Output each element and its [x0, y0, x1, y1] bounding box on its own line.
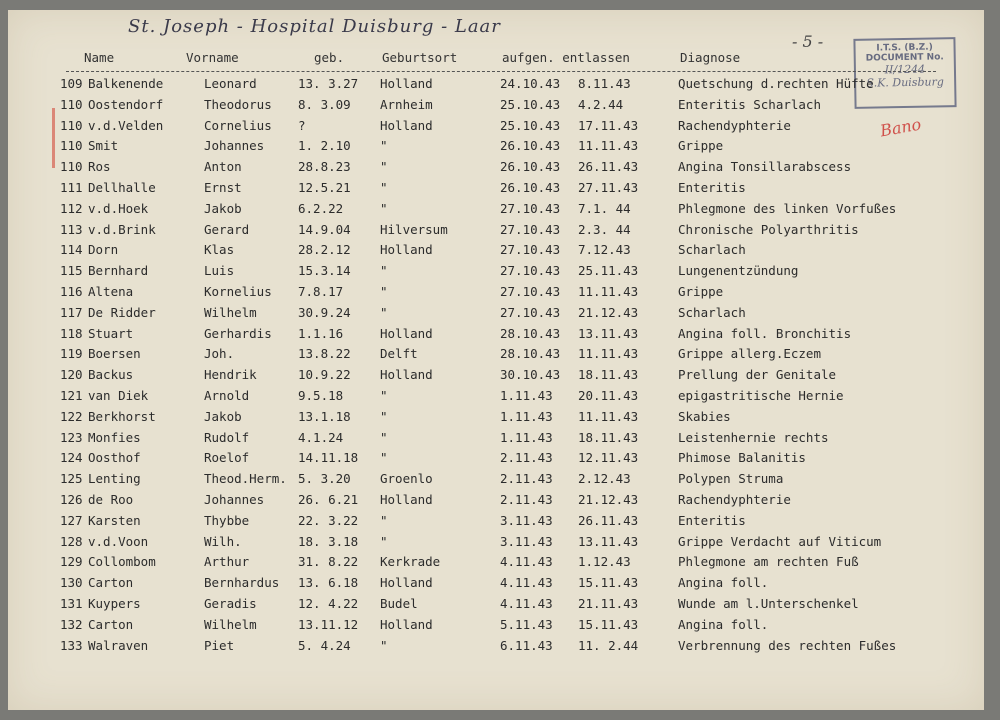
- birth-date: 31. 8.22: [298, 554, 359, 570]
- diagnosis: Phlegmone am rechten Fuß: [678, 554, 859, 570]
- table-row: [8, 492, 984, 512]
- row-number: 109: [60, 76, 83, 91]
- admitted-date: 2.11.43: [500, 492, 553, 507]
- birth-place: ": [380, 450, 388, 466]
- patient-name: v.d.Hoek: [88, 200, 149, 216]
- admitted-date: 2.11.43: [500, 471, 553, 487]
- patient-vorname: Gerard: [204, 221, 250, 237]
- birth-place: Holland: [380, 367, 433, 383]
- patient-vorname: Bernhardus: [204, 575, 280, 591]
- birth-date: 13. 6.18: [298, 575, 359, 591]
- admitted-date: 26.10.43: [500, 180, 561, 195]
- birth-date: 5. 4.24: [298, 637, 351, 653]
- admitted-date: 25.10.43: [500, 117, 561, 133]
- admitted-date: 4.11.43: [500, 596, 553, 611]
- patient-vorname: Ernst: [204, 180, 242, 195]
- table-row: [8, 138, 984, 158]
- row-number: 110: [60, 96, 83, 112]
- discharged-date: 13.11.43: [578, 325, 639, 341]
- row-number: 131: [60, 596, 83, 611]
- patient-vorname: Theod.Herm.: [204, 471, 287, 487]
- discharged-date: 2.12.43: [578, 471, 631, 487]
- birth-place: ": [380, 512, 388, 528]
- patient-name: Walraven: [88, 637, 149, 653]
- patient-vorname: Jakob: [204, 200, 242, 216]
- table-row: [8, 180, 984, 200]
- table-row: [8, 596, 984, 616]
- birth-date: 9.5.18: [298, 388, 344, 403]
- patient-name: Carton: [88, 616, 134, 632]
- patient-name: Carton: [88, 575, 134, 591]
- patient-name: Oostendorf: [88, 96, 164, 112]
- birth-place: ": [380, 388, 388, 403]
- patient-name: Backus: [88, 367, 134, 383]
- admitted-date: 3.11.43: [500, 533, 553, 549]
- patient-name: Monfies: [88, 429, 141, 445]
- admitted-date: 30.10.43: [500, 367, 561, 383]
- patient-vorname: Roelof: [204, 450, 250, 466]
- row-number: 124: [60, 450, 83, 466]
- discharged-date: 27.11.43: [578, 180, 639, 195]
- discharged-date: 7.12.43: [578, 242, 631, 258]
- admitted-date: 5.11.43: [500, 616, 553, 632]
- row-number: 129: [60, 554, 83, 570]
- diagnosis: Grippe: [678, 284, 724, 299]
- diagnosis: Angina foll.: [678, 575, 769, 591]
- birth-date: 28.8.23: [298, 159, 351, 175]
- row-number: 110: [60, 117, 83, 133]
- table-row: [8, 326, 984, 346]
- patient-name: Altena: [88, 284, 134, 299]
- birth-date: 14.9.04: [298, 221, 351, 237]
- birth-date: 15.3.14: [298, 263, 351, 279]
- patient-name: v.d.Velden: [88, 117, 164, 133]
- discharged-date: 12.11.43: [578, 450, 639, 466]
- discharged-date: 11.11.43: [578, 284, 639, 299]
- handwritten-hospital-title: St. Joseph - Hospital Duisburg - Laar: [128, 16, 501, 37]
- patient-name: Balkenende: [88, 76, 164, 91]
- table-row: [8, 159, 984, 179]
- admitted-date: 1.11.43: [500, 429, 553, 445]
- row-number: 114: [60, 242, 83, 258]
- admitted-date: 26.10.43: [500, 138, 561, 154]
- header-vorname: Vorname: [186, 50, 239, 65]
- birth-date: 7.8.17: [298, 284, 344, 299]
- page-number: - 5 -: [792, 32, 824, 51]
- discharged-date: 25.11.43: [578, 263, 639, 279]
- table-row: [8, 346, 984, 366]
- discharged-date: 7.1. 44: [578, 200, 631, 216]
- table-row: [8, 617, 984, 637]
- patient-vorname: Kornelius: [204, 284, 272, 299]
- birth-date: 12.5.21: [298, 180, 351, 195]
- row-number: 125: [60, 471, 83, 487]
- birth-place: Holland: [380, 616, 433, 632]
- patient-name: De Ridder: [88, 304, 156, 320]
- row-number: 117: [60, 304, 83, 320]
- table-row: [8, 367, 984, 387]
- table-row: [8, 97, 984, 117]
- birth-date: 12. 4.22: [298, 596, 359, 611]
- row-number: 123: [60, 429, 83, 445]
- admitted-date: 25.10.43: [500, 96, 561, 112]
- discharged-date: 21.12.43: [578, 492, 639, 507]
- patient-name: v.d.Brink: [88, 221, 156, 237]
- table-row: [8, 284, 984, 304]
- birth-date: 26. 6.21: [298, 492, 359, 507]
- discharged-date: 11.11.43: [578, 346, 639, 362]
- admitted-date: 28.10.43: [500, 325, 561, 341]
- birth-date: 13. 3.27: [298, 76, 359, 91]
- birth-place: Hilversum: [380, 221, 448, 237]
- patient-name: Oosthof: [88, 450, 141, 466]
- birth-date: 6.2.22: [298, 200, 344, 216]
- birth-date: 4.1.24: [298, 429, 344, 445]
- patient-vorname: Luis: [204, 263, 235, 279]
- discharged-date: 18.11.43: [578, 367, 639, 383]
- birth-date: 5. 3.20: [298, 471, 351, 487]
- birth-place: Holland: [380, 76, 433, 91]
- row-number: 112: [60, 200, 83, 216]
- patient-vorname: Klas: [204, 242, 235, 258]
- birth-place: ": [380, 304, 388, 320]
- birth-date: 10.9.22: [298, 367, 351, 383]
- discharged-date: 26.11.43: [578, 512, 639, 528]
- patient-vorname: Rudolf: [204, 429, 250, 445]
- stamp-location: S.K. Duisburg: [866, 75, 944, 90]
- birth-place: Holland: [380, 492, 433, 507]
- admitted-date: 2.11.43: [500, 450, 553, 466]
- birth-date: 28.2.12: [298, 242, 351, 258]
- diagnosis: Polypen Struma: [678, 471, 784, 487]
- row-number: 133: [60, 637, 83, 653]
- table-row: [8, 388, 984, 408]
- birth-date: 13.11.12: [298, 616, 359, 632]
- stamp-line-2: DOCUMENT No.: [865, 52, 944, 64]
- patient-name: Ros: [88, 159, 111, 175]
- row-number: 132: [60, 616, 83, 632]
- diagnosis: Prellung der Genitale: [678, 367, 837, 383]
- diagnosis: epigastritische Hernie: [678, 388, 844, 403]
- row-number: 128: [60, 533, 83, 549]
- patient-vorname: Wilhelm: [204, 616, 257, 632]
- birth-place: ": [380, 429, 388, 445]
- patient-vorname: Anton: [204, 159, 242, 175]
- birth-date: 14.11.18: [298, 450, 359, 466]
- table-row: [8, 263, 984, 283]
- patient-vorname: Hendrik: [204, 367, 257, 383]
- birth-place: Holland: [380, 325, 433, 341]
- admitted-date: 27.10.43: [500, 263, 561, 279]
- table-row: [8, 242, 984, 262]
- patient-vorname: Cornelius: [204, 117, 272, 133]
- discharged-date: 13.11.43: [578, 533, 639, 549]
- diagnosis: Grippe: [678, 138, 724, 154]
- header-divider: [66, 71, 936, 72]
- discharged-date: 8.11.43: [578, 76, 631, 91]
- admitted-date: 4.11.43: [500, 575, 553, 591]
- diagnosis: Wunde am l.Unterschenkel: [678, 596, 859, 611]
- birth-place: ": [380, 408, 388, 424]
- row-number: 113: [60, 221, 83, 237]
- row-number: 120: [60, 367, 83, 383]
- patient-name: Lenting: [88, 471, 141, 487]
- table-row: [8, 409, 984, 429]
- row-number: 118: [60, 325, 83, 341]
- document-card: [8, 10, 984, 710]
- birth-place: ": [380, 180, 388, 195]
- birth-place: Kerkrade: [380, 554, 441, 570]
- admitted-date: 1.11.43: [500, 408, 553, 424]
- birth-place: ": [380, 637, 388, 653]
- discharged-date: 15.11.43: [578, 616, 639, 632]
- discharged-date: 11. 2.44: [578, 637, 639, 653]
- row-number: 110: [60, 138, 83, 154]
- birth-place: Holland: [380, 242, 433, 258]
- column-header-row: [8, 50, 984, 68]
- patient-name: Collombom: [88, 554, 156, 570]
- diagnosis: Enteritis Scharlach: [678, 96, 821, 112]
- diagnosis: Grippe Verdacht auf Viticum: [678, 533, 882, 549]
- row-number: 116: [60, 284, 83, 299]
- table-row: [8, 534, 984, 554]
- patient-vorname: Wilhelm: [204, 304, 257, 320]
- admitted-date: 26.10.43: [500, 159, 561, 175]
- patient-name: Dorn: [88, 242, 119, 258]
- diagnosis: Verbrennung des rechten Fußes: [678, 637, 897, 653]
- diagnosis: Grippe allerg.Eczem: [678, 346, 821, 362]
- patient-name: Boersen: [88, 346, 141, 362]
- diagnosis: Chronische Polyarthritis: [678, 221, 859, 237]
- admitted-date: 27.10.43: [500, 242, 561, 258]
- patient-name: de Roo: [88, 492, 134, 507]
- birth-date: 1. 2.10: [298, 138, 351, 154]
- birth-place: ": [380, 200, 388, 216]
- diagnosis: Enteritis: [678, 180, 746, 195]
- discharged-date: 11.11.43: [578, 138, 639, 154]
- birth-place: Delft: [380, 346, 418, 362]
- birth-place: ": [380, 138, 388, 154]
- admitted-date: 28.10.43: [500, 346, 561, 362]
- birth-place: ": [380, 533, 388, 549]
- table-row: [8, 118, 984, 138]
- table-row: [8, 471, 984, 491]
- table-row: [8, 222, 984, 242]
- diagnosis: Quetschung d.rechten Hüfte: [678, 76, 874, 91]
- birth-place: Budel: [380, 596, 418, 611]
- birth-date: 1.1.16: [298, 325, 344, 341]
- header-name: Name: [84, 50, 115, 65]
- header-diagnose: Diagnose: [680, 50, 741, 65]
- diagnosis: Enteritis: [678, 512, 746, 528]
- birth-place: ": [380, 263, 388, 279]
- birth-date: 13.8.22: [298, 346, 351, 362]
- admitted-date: 24.10.43: [500, 76, 561, 91]
- admitted-date: 4.11.43: [500, 554, 553, 570]
- patient-name: Stuart: [88, 325, 134, 341]
- row-number: 111: [60, 180, 83, 195]
- patient-vorname: Jakob: [204, 408, 242, 424]
- header-aufgen-entlassen: aufgen. entlassen: [502, 50, 630, 65]
- patient-name: Kuypers: [88, 596, 141, 611]
- table-row: [8, 638, 984, 658]
- diagnosis: Scharlach: [678, 242, 746, 258]
- admitted-date: 1.11.43: [500, 388, 553, 403]
- birth-place: Holland: [380, 575, 433, 591]
- patient-vorname: Piet: [204, 637, 235, 653]
- row-number: 122: [60, 408, 83, 424]
- diagnosis: Angina Tonsillarabscess: [678, 159, 852, 175]
- diagnosis: Lungenentzündung: [678, 263, 799, 279]
- header-geburtsort: Geburtsort: [382, 50, 458, 65]
- table-row: [8, 201, 984, 221]
- birth-place: ": [380, 159, 388, 175]
- discharged-date: 21.12.43: [578, 304, 639, 320]
- patient-vorname: Geradis: [204, 596, 257, 611]
- admitted-date: 27.10.43: [500, 221, 561, 237]
- table-row: [8, 430, 984, 450]
- patient-vorname: Leonard: [204, 76, 257, 91]
- discharged-date: 26.11.43: [578, 159, 639, 175]
- birth-place: Groenlo: [380, 471, 433, 487]
- patient-vorname: Joh.: [204, 346, 235, 362]
- birth-date: 18. 3.18: [298, 533, 359, 549]
- patient-vorname: Theodorus: [204, 96, 272, 112]
- birth-date: 13.1.18: [298, 408, 351, 424]
- discharged-date: 15.11.43: [578, 575, 639, 591]
- diagnosis: Rachendyphterie: [678, 492, 791, 507]
- patient-name: Dellhalle: [88, 180, 156, 195]
- diagnosis: Angina foll.: [678, 616, 769, 632]
- patient-vorname: Johannes: [204, 138, 265, 154]
- patient-vorname: Arnold: [204, 388, 250, 403]
- header-geb: geb.: [314, 50, 345, 65]
- discharged-date: 2.3. 44: [578, 221, 631, 237]
- patient-name: Berkhorst: [88, 408, 156, 424]
- birth-date: 22. 3.22: [298, 512, 359, 528]
- row-number: 126: [60, 492, 83, 507]
- discharged-date: 1.12.43: [578, 554, 631, 570]
- diagnosis: Phlegmone des linken Vorfußes: [678, 200, 897, 216]
- discharged-date: 17.11.43: [578, 117, 639, 133]
- patient-name: van Diek: [88, 388, 149, 403]
- patient-name: v.d.Voon: [88, 533, 149, 549]
- table-row: [8, 575, 984, 595]
- birth-date: 8. 3.09: [298, 96, 351, 112]
- diagnosis: Angina foll. Bronchitis: [678, 325, 852, 341]
- stamp-document-number: II/1244: [884, 62, 926, 77]
- table-row: [8, 305, 984, 325]
- diagnosis: Leistenhernie rechts: [678, 429, 829, 445]
- table-row: [8, 513, 984, 533]
- table-row: [8, 450, 984, 470]
- birth-place: Holland: [380, 117, 433, 133]
- patient-name: Bernhard: [88, 263, 149, 279]
- diagnosis: Scharlach: [678, 304, 746, 320]
- admitted-date: 6.11.43: [500, 637, 553, 653]
- patient-name: Karsten: [88, 512, 141, 528]
- admitted-date: 27.10.43: [500, 284, 561, 299]
- discharged-date: 20.11.43: [578, 388, 639, 403]
- admitted-date: 3.11.43: [500, 512, 553, 528]
- row-number: 119: [60, 346, 83, 362]
- birth-date: 30.9.24: [298, 304, 351, 320]
- row-number: 121: [60, 388, 83, 403]
- red-handwritten-mark: Bano: [878, 114, 923, 141]
- birth-place: ": [380, 284, 388, 299]
- birth-place: Arnheim: [380, 96, 433, 112]
- discharged-date: 18.11.43: [578, 429, 639, 445]
- admitted-date: 27.10.43: [500, 304, 561, 320]
- patient-name: Smit: [88, 138, 119, 154]
- patient-vorname: Arthur: [204, 554, 250, 570]
- row-number: 127: [60, 512, 83, 528]
- patient-vorname: Thybbe: [204, 512, 250, 528]
- diagnosis: Skabies: [678, 408, 731, 424]
- table-row: [8, 554, 984, 574]
- birth-date: ?: [298, 117, 306, 133]
- diagnosis: Rachendyphterie: [678, 117, 791, 133]
- patient-vorname: Gerhardis: [204, 325, 272, 341]
- patient-vorname: Johannes: [204, 492, 265, 507]
- admitted-date: 27.10.43: [500, 200, 561, 216]
- discharged-date: 4.2.44: [578, 96, 624, 112]
- row-number: 110: [60, 159, 83, 175]
- patient-vorname: Wilh.: [204, 533, 242, 549]
- row-number: 130: [60, 575, 83, 591]
- discharged-date: 21.11.43: [578, 596, 639, 611]
- table-row: [8, 76, 984, 96]
- discharged-date: 11.11.43: [578, 408, 639, 424]
- stamp-line-1: I.T.S. (B.Z.): [876, 42, 933, 54]
- row-number: 115: [60, 263, 83, 279]
- diagnosis: Phimose Balanitis: [678, 450, 806, 466]
